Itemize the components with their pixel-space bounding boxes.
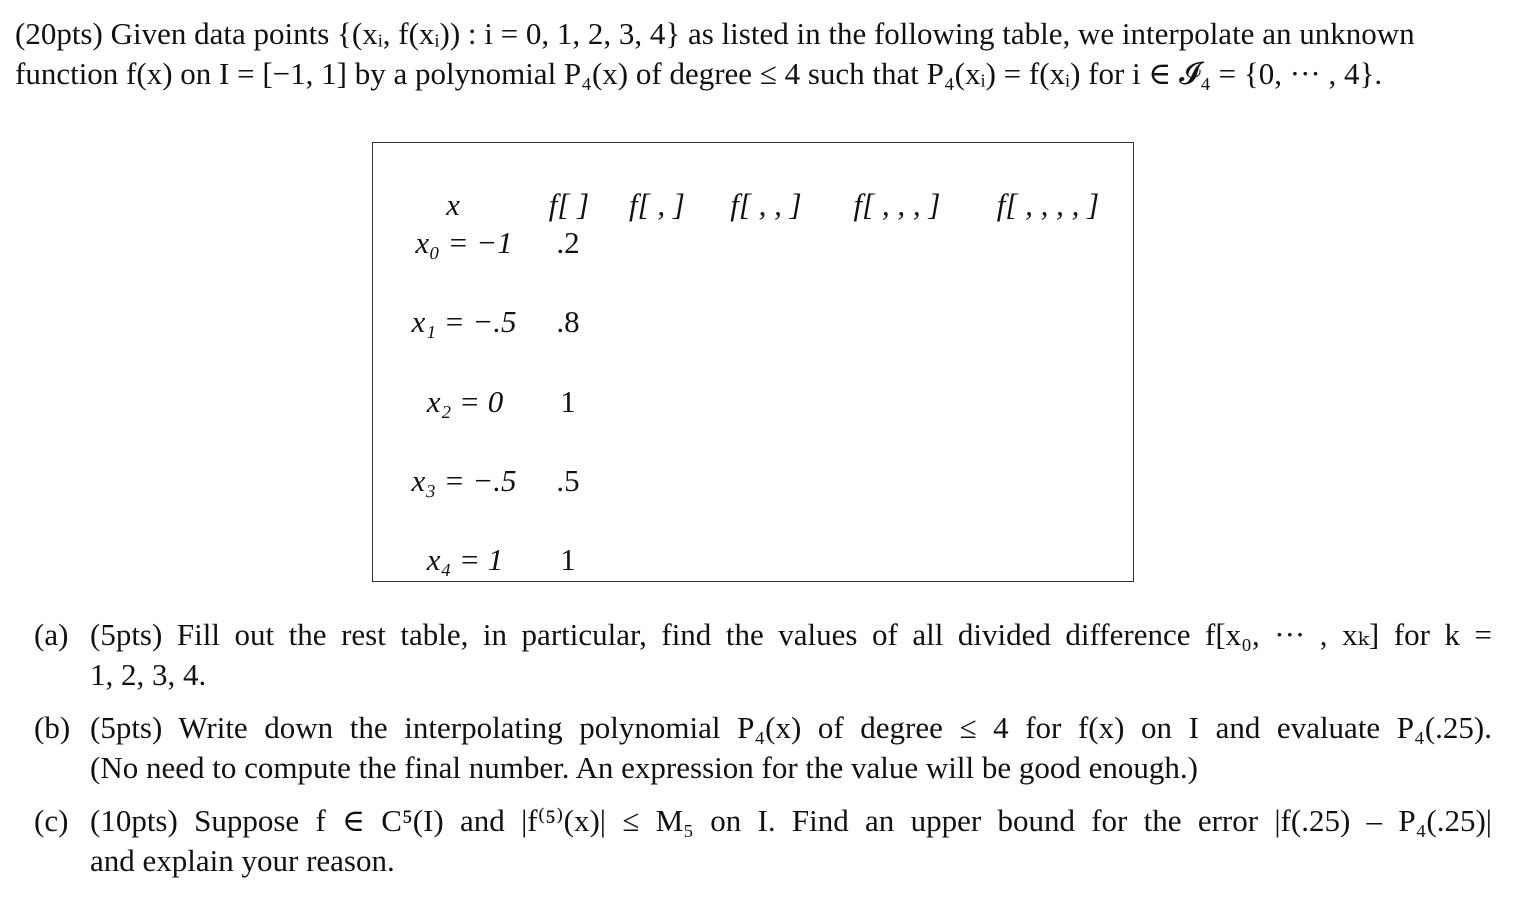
part-b-label: (b) xyxy=(34,710,71,745)
divided-difference-table xyxy=(372,142,1134,582)
table-row-0-x: x₀ = −1 xyxy=(415,225,513,260)
table-header-x: x xyxy=(446,187,460,222)
table-header-f4: f[ , , , , ] xyxy=(996,187,1100,222)
table-row-2-x: x₂ = 0 xyxy=(426,384,504,419)
problem-statement-line-1: (20pts) Given data points {(xᵢ, f(xᵢ)) : i = 0, 1, 2, 3, 4} as listed in the following table, we interpolate an unknown xyxy=(15,16,1415,51)
part-b-line-2: (No need to compute the final number. An expression for the value will be good enough.) xyxy=(90,750,1198,785)
table-row-3-x: x₃ = −.5 xyxy=(411,463,517,498)
question-part-b xyxy=(0,708,1526,788)
part-a-line-1: (5pts) Fill out the rest table, in particular, find the values of all divided difference f[x₀, ··· , xₖ] for k = xyxy=(90,617,1492,652)
table-row-1-x: x₁ = −.5 xyxy=(411,304,517,339)
table-header-f1: f[ , ] xyxy=(629,187,685,222)
table-row-4-x: x₄ = 1 xyxy=(426,542,504,577)
table-header-f3: f[ , , , ] xyxy=(853,187,941,222)
table-row-4-f: 1 xyxy=(560,542,576,577)
table-row-0-f: .2 xyxy=(556,225,580,260)
table-header-f0: f[ ] xyxy=(548,187,590,222)
table-row-2-f: 1 xyxy=(560,384,576,419)
part-a-line-2: 1, 2, 3, 4. xyxy=(90,657,207,692)
part-c-line-2: and explain your reason. xyxy=(90,843,395,878)
part-b-line-1: (5pts) Write down the interpolating polynomial P₄(x) of degree ≤ 4 for f(x) on I and evaluate P₄(.25). xyxy=(90,710,1492,745)
question-part-c xyxy=(0,801,1526,881)
table-row-1-f: .8 xyxy=(556,304,580,339)
table-header-f2: f[ , , ] xyxy=(730,187,802,222)
part-c-label: (c) xyxy=(34,803,69,838)
problem-statement-line-2: function f(x) on I = [−1, 1] by a polynomial P₄(x) of degree ≤ 4 such that P₄(xᵢ) = f(xᵢ) for i ∈ 𝓘₄ = {0, ··· , 4}. xyxy=(15,56,1383,91)
part-a-label: (a) xyxy=(34,617,69,652)
table-row-3-f: .5 xyxy=(556,463,580,498)
question-part-a xyxy=(0,615,1526,695)
problem-statement xyxy=(15,14,1495,94)
part-c-line-1: (10pts) Suppose f ∈ C⁵(I) and |f⁽⁵⁾(x)| ≤ M₅ on I. Find an upper bound for the error |f(.25) – P₄(.25)| xyxy=(90,803,1492,838)
